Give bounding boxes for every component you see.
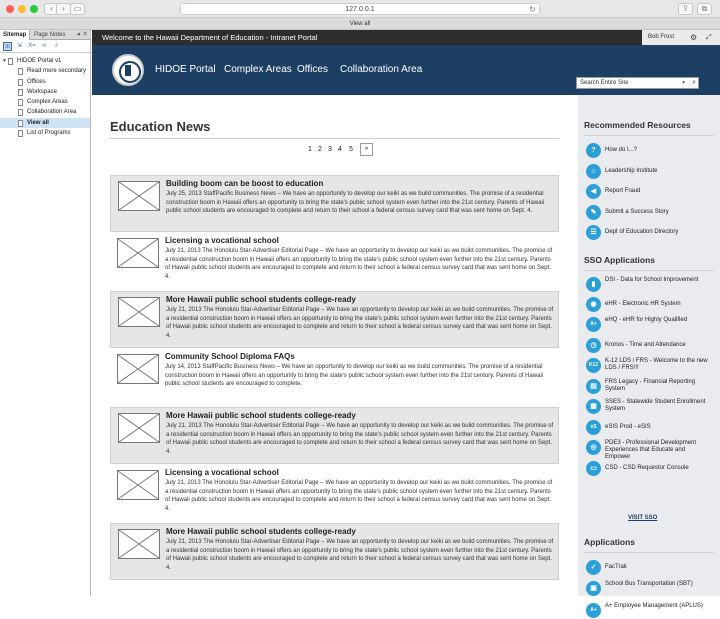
- url-text: 127.0.0.1: [345, 6, 375, 13]
- sitemap-item-collaboration-area[interactable]: Collaboration Area: [0, 107, 90, 117]
- expand-icon[interactable]: ⤢: [706, 34, 712, 41]
- aplus-mgmt-icon: A+: [586, 603, 601, 618]
- thumbnail-placeholder-image[interactable]: [118, 297, 160, 327]
- sitemap-item-read-more[interactable]: Read more secondary: [0, 66, 90, 76]
- pde3-icon: ◎: [586, 440, 601, 455]
- resource-link-label: eSIS Prod - eSIS: [605, 424, 651, 430]
- page-link-5[interactable]: 5: [349, 146, 353, 153]
- edit-icon: ✎: [586, 205, 601, 220]
- resource-link[interactable]: [586, 164, 716, 180]
- resource-link[interactable]: [586, 560, 716, 576]
- sitemap-item-list-of-programs[interactable]: List of Programs: [0, 128, 90, 138]
- close-window-icon[interactable]: [6, 5, 14, 13]
- site-search-input[interactable]: [576, 77, 699, 89]
- news-item[interactable]: [110, 349, 559, 406]
- resource-link[interactable]: [586, 603, 716, 619]
- applications-heading: Applications: [584, 537, 636, 547]
- resource-link[interactable]: [586, 205, 716, 221]
- sitemap-item-view-all[interactable]: View all: [0, 118, 90, 128]
- aplus-icon: A+: [586, 317, 601, 332]
- add-page-icon[interactable]: ⊞: [4, 44, 11, 50]
- link-icon[interactable]: ∞: [42, 43, 47, 49]
- ehr-icon: ◉: [586, 297, 601, 312]
- search-placeholder: Search Entire Site: [580, 80, 629, 86]
- recommended-heading: Recommended Resources: [584, 120, 691, 130]
- resource-link-label: eHR - Electronic HR System: [605, 301, 681, 307]
- megaphone-icon: ◀: [586, 184, 601, 199]
- chart-icon: ▮: [586, 277, 601, 292]
- resource-link-label: SSES - Statewide Student Enrollment System: [605, 399, 706, 412]
- news-title[interactable]: Licensing a vocational school: [165, 468, 279, 477]
- resource-link-label: FacTrak: [605, 564, 627, 570]
- page-icon: [18, 68, 23, 75]
- news-summary: July 21, 2013 The Honolulu Star-Advertiser Editorial Page – We have an opportunity to develop our keiki as we build communities. The promise of a residential construction boom in Hawaii offers an opportunity to bring the state's public school system even further into the 21st century. Parents of Hawaii public school students are encouraged to complete and return to their school a federal census survey card that was sent home on Sept. 4.: [165, 480, 553, 512]
- news-section: [110, 119, 559, 571]
- resource-link[interactable]: [586, 420, 716, 436]
- resource-link[interactable]: [586, 461, 716, 477]
- k12-icon: K12: [586, 358, 601, 373]
- add-child-icon[interactable]: ⇲: [16, 43, 23, 49]
- esis-icon: eS: [586, 420, 601, 435]
- clock-icon: ◷: [586, 338, 601, 353]
- minimize-window-icon[interactable]: [18, 5, 26, 13]
- tab-page-notes[interactable]: Page Notes: [34, 32, 66, 38]
- browser-toolbar: [0, 0, 720, 18]
- resource-link-label: PDE3 - Professional Development Experiences that Educate and Empower: [605, 440, 697, 460]
- back-icon[interactable]: ‹: [44, 3, 59, 15]
- tabs-overview-icon[interactable]: ⧉: [697, 3, 712, 15]
- news-item[interactable]: [110, 175, 559, 232]
- page-link-3[interactable]: 3: [328, 146, 332, 153]
- news-summary: July 21, 2013 The Honolulu Star-Advertiser Editorial Page – We have an opportunity to develop our keiki as we build communities. The promise of a residential construction boom in Hawaii offers an opportunity to bring the state's public school system even further into the 21st century. Parents of Hawaii public school students are encouraged to complete and return to their school a federal census survey card that was sent home on Sept. 4.: [166, 539, 554, 571]
- news-item[interactable]: [110, 233, 559, 290]
- resource-link[interactable]: [586, 297, 716, 313]
- thumbnail-placeholder-image[interactable]: [118, 413, 160, 443]
- resource-link-label: Report Fraud: [605, 188, 641, 194]
- sitemap-panel: [0, 30, 91, 596]
- page-link-2[interactable]: 2: [318, 146, 322, 153]
- sitemap-item-offices[interactable]: Offices: [0, 77, 90, 87]
- browser-tab[interactable]: [0, 18, 720, 30]
- user-menu[interactable]: [642, 30, 720, 45]
- resource-link[interactable]: [586, 338, 716, 354]
- sidebar-toggle-icon[interactable]: ▭: [70, 3, 85, 15]
- resource-link-label: School Bus Transportation (SBT): [605, 581, 693, 587]
- page-icon: [18, 130, 23, 137]
- heading-divider: [584, 135, 714, 136]
- chevron-down-icon[interactable]: ▼: [681, 80, 686, 86]
- user-name: Bob Frost: [648, 34, 675, 40]
- page-icon: [18, 99, 23, 106]
- reload-icon[interactable]: ↻: [529, 5, 536, 14]
- page-icon: [18, 79, 23, 86]
- hidoe-seal-logo[interactable]: [112, 54, 144, 86]
- resource-link-label: DSI - Data for School Improvement: [605, 277, 699, 283]
- news-summary: July 14, 2013 StaffPacific Business News – We have an opportunity to develop our keiki as we build communities. The promise of a residential construction boom in Hawaii offers an opportunity to bring the state's public school system even further into the 21st century. Parents of Hawaii public school students are encouraged to complete.: [165, 364, 544, 387]
- collapse-panel-icon[interactable]: ◂ ✕: [76, 31, 88, 38]
- nav-offices[interactable]: Offices: [297, 64, 328, 75]
- news-title[interactable]: More Hawaii public school students college-ready: [166, 295, 356, 304]
- search-icon[interactable]: ⌕: [54, 43, 59, 49]
- right-sidebar: [578, 95, 720, 613]
- news-title[interactable]: Community School Diploma FAQs: [165, 352, 295, 361]
- resource-link-label: K-12 LDS / FRS - Welcome to the new LDS / FRS!!!: [605, 358, 708, 371]
- institute-icon: ⌂: [586, 164, 601, 179]
- thumbnail-placeholder-image[interactable]: [117, 470, 159, 500]
- resource-link-label: How do I...?: [605, 147, 638, 153]
- bus-icon: ▣: [586, 581, 601, 596]
- news-summary: July 21, 2013 The Honolulu Star-Advertiser Editorial Page – We have an opportunity to develop our keiki as we build communities. The promise of a residential construction boom in Hawaii offers an opportunity to bring the state's public school system even further into the 21st century. Parents of Hawaii public school students are encouraged to complete and return to their school a federal census survey card that was sent home on Sept. 4.: [165, 248, 553, 280]
- question-icon: ?: [586, 143, 601, 158]
- portal-page: [92, 30, 720, 613]
- resource-link[interactable]: [586, 225, 716, 241]
- resource-link[interactable]: [586, 581, 716, 597]
- resource-link[interactable]: [586, 358, 716, 374]
- news-item[interactable]: [110, 407, 559, 464]
- page-link-4[interactable]: 4: [338, 146, 342, 153]
- sitemap-toolbar: [0, 40, 90, 53]
- title-divider: [110, 138, 559, 139]
- wrench-icon: ✓: [586, 560, 601, 575]
- news-title[interactable]: Licensing a vocational school: [165, 236, 279, 245]
- sitemap-tabs: [0, 30, 90, 40]
- news-item[interactable]: [110, 523, 559, 580]
- page-title: Education News: [110, 119, 211, 134]
- resource-link-label: Leadership Institute: [605, 168, 658, 174]
- console-icon: ▭: [586, 461, 601, 476]
- nav-collaboration-area[interactable]: Collaboration Area: [340, 64, 423, 75]
- thumbnail-placeholder-image[interactable]: [117, 354, 159, 384]
- tab-sitemap[interactable]: Sitemap: [0, 30, 30, 40]
- sitemap-item-root[interactable]: ▼ HIDOE Portal v1: [2, 58, 62, 64]
- resource-link-label: FRS Legacy - Financial Reporting System: [605, 379, 696, 392]
- main-navbar: [92, 45, 720, 95]
- page-icon: [18, 109, 23, 116]
- frs-icon: ▤: [586, 379, 601, 394]
- news-title[interactable]: More Hawaii public school students college-ready: [166, 527, 356, 536]
- resource-link[interactable]: [586, 440, 716, 460]
- address-bar[interactable]: [180, 3, 540, 15]
- sitemap-item-workspace[interactable]: Workspace: [0, 87, 90, 97]
- sitemap-tree: [0, 53, 90, 138]
- resource-link-label: Dept of Education Directory: [605, 229, 679, 235]
- resource-link-label: CSD - CSD Requestor Console: [605, 465, 689, 471]
- news-item[interactable]: [110, 465, 559, 522]
- visit-sso-link[interactable]: VISIT SSO: [628, 515, 658, 521]
- resource-link-label: Kronos - Time and Attendance: [605, 342, 686, 348]
- heading-divider: [584, 552, 714, 553]
- resource-link[interactable]: [586, 317, 716, 333]
- nav-hidoe-portal[interactable]: HIDOE Portal: [155, 64, 216, 75]
- resource-link[interactable]: [586, 277, 716, 293]
- resource-link[interactable]: [586, 143, 716, 159]
- sso-heading: SSO Applications: [584, 255, 656, 265]
- news-summary: July 21, 2013 The Honolulu Star-Advertiser Editorial Page – We have an opportunity to develop our keiki as we build communities. The promise of a residential construction boom in Hawaii offers an opportunity to bring the state's public school system even further into the 21st century. Parents of Hawaii public school students are encouraged to complete and return to their school a federal census survey card that was sent home on Sept. 4.: [166, 423, 554, 455]
- resource-link[interactable]: [586, 184, 716, 200]
- delete-page-icon[interactable]: X=: [28, 43, 36, 49]
- tab-title: View all: [349, 21, 371, 27]
- welcome-text: Welcome to the Hawaii Department of Education - Intranet Portal: [102, 33, 318, 42]
- news-summary: July 21, 2013 The Honolulu Star-Advertiser Editorial Page – We have an opportunity to develop our keiki as we build communities. The promise of a residential construction boom in Hawaii offers an opportunity to bring the state's public school system even further into the 21st century. Parents of Hawaii public school students are encouraged to complete and return to their school a federal census survey card that was sent home on Sept. 4.: [166, 307, 554, 339]
- resource-link-label: Submit a Success Story: [605, 209, 669, 215]
- news-title[interactable]: Building boom can be boost to education: [166, 179, 324, 188]
- resource-link[interactable]: [586, 399, 716, 415]
- welcome-bar: [92, 30, 720, 45]
- heading-divider: [584, 270, 714, 271]
- forward-icon[interactable]: ›: [56, 3, 71, 15]
- thumbnail-placeholder-image[interactable]: [118, 529, 160, 559]
- page-link-1[interactable]: 1: [308, 146, 312, 153]
- resource-link-label: eHQ - eHR for Highly Qualified: [605, 317, 688, 323]
- page-icon: [18, 89, 23, 96]
- enrollment-icon: ▦: [586, 399, 601, 414]
- page-icon: [18, 120, 23, 127]
- zoom-window-icon[interactable]: [30, 5, 38, 13]
- search-icon[interactable]: ⌕: [692, 79, 696, 86]
- news-summary: July 25, 2013 StaffPacific Business News – We have an opportunity to develop our keiki as we build communities. The promise of a residential construction boom in Hawaii offers an opportunity to bring the state's public school system even further into the 21st century. Parents of Hawaii public school students are encouraged to complete and return to their school a federal census survey card that was sent home on Sept. 4.: [166, 191, 545, 214]
- resource-link-label: A+ Employee Management (APLUS): [605, 603, 703, 609]
- next-page-button[interactable]: »: [360, 143, 373, 156]
- resource-link[interactable]: [586, 379, 716, 395]
- thumbnail-placeholder-image[interactable]: [118, 181, 160, 211]
- directory-icon: ☰: [586, 225, 601, 240]
- thumbnail-placeholder-image[interactable]: [117, 238, 159, 268]
- news-item[interactable]: [110, 291, 559, 348]
- news-title[interactable]: More Hawaii public school students college-ready: [166, 411, 356, 420]
- sitemap-item-complex-areas[interactable]: Complex Areas: [0, 97, 90, 107]
- page-icon: [8, 58, 13, 65]
- nav-complex-areas[interactable]: Complex Areas: [224, 64, 292, 75]
- expand-caret-icon[interactable]: ▼: [2, 58, 7, 64]
- share-icon[interactable]: ⇪: [678, 3, 693, 15]
- gear-icon[interactable]: ⚙: [690, 33, 698, 42]
